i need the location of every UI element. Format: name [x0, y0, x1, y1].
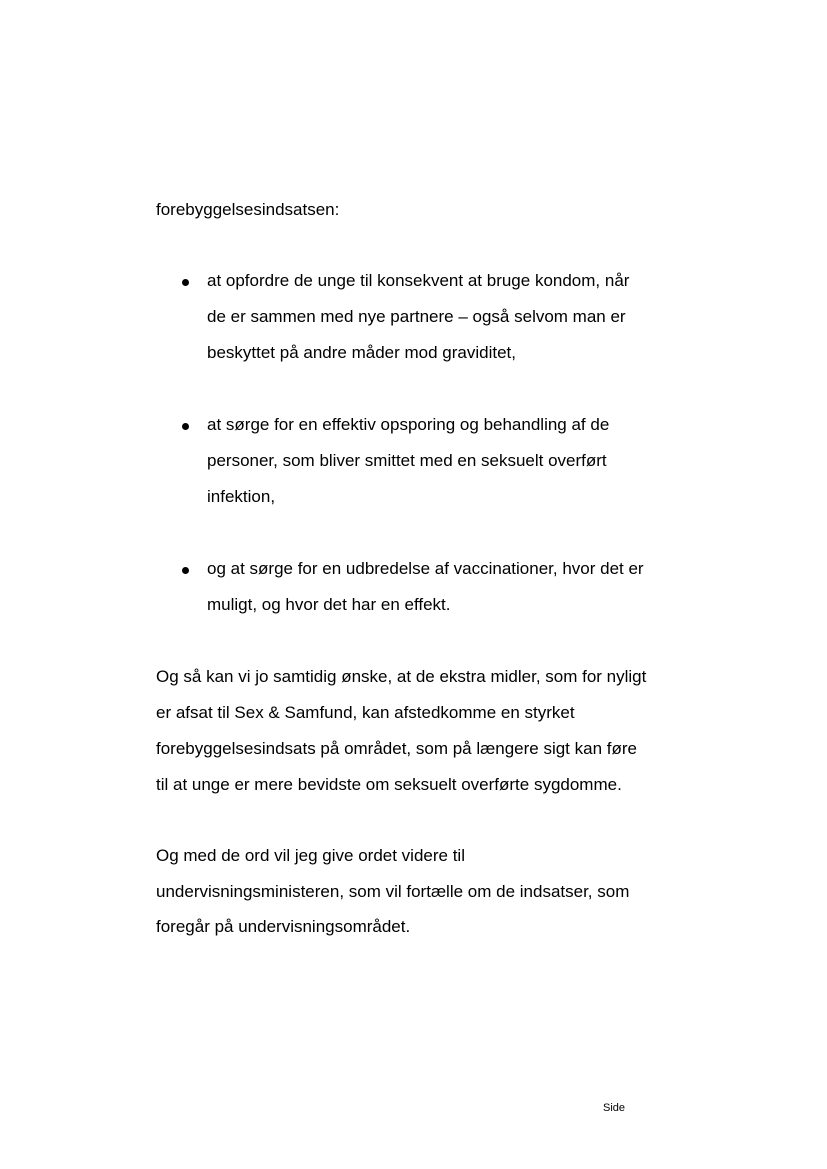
paragraph-line: Og med de ord vil jeg give ordet videre til — [156, 846, 465, 865]
list-item-line: infektion, — [207, 487, 276, 506]
paragraph-line: er afsat til Sex & Samfund, kan afstedkomme en styrket — [156, 703, 575, 722]
intro-line: forebyggelsesindsatsen: — [156, 200, 340, 219]
list-item-line: de er sammen med nye partnere – også selvom man er — [207, 307, 626, 326]
paragraph-line: foregår på undervisningsområdet. — [156, 917, 411, 936]
bullet-dot — [182, 423, 189, 430]
paragraph-line: forebyggelsesindsats på området, som på længere sigt kan føre — [156, 739, 637, 758]
list-item-line: muligt, og hvor det har en effekt. — [207, 595, 451, 614]
list-item-line: at sørge for en effektiv opsporing og behandling af de — [207, 415, 610, 434]
list-item-line: at opfordre de unge til konsekvent at bruge kondom, når — [207, 271, 630, 290]
list-item-line: personer, som bliver smittet med en seksuelt overført — [207, 451, 607, 470]
page-footer-label: Side — [603, 1102, 626, 1114]
paragraph-line: Og så kan vi jo samtidig ønske, at de ekstra midler, som for nyligt — [156, 667, 647, 686]
list-item-line: beskyttet på andre måder mod graviditet, — [207, 343, 516, 362]
list-item-line: og at sørge for en udbredelse af vaccinationer, hvor det er — [207, 559, 644, 578]
bullet-dot — [182, 567, 189, 574]
paragraph-line: til at unge er mere bevidste om seksuelt overførte sygdomme. — [156, 775, 622, 794]
bullet-dot — [182, 279, 189, 286]
paragraph-line: undervisningsministeren, som vil fortælle om de indsatser, som — [156, 882, 630, 901]
